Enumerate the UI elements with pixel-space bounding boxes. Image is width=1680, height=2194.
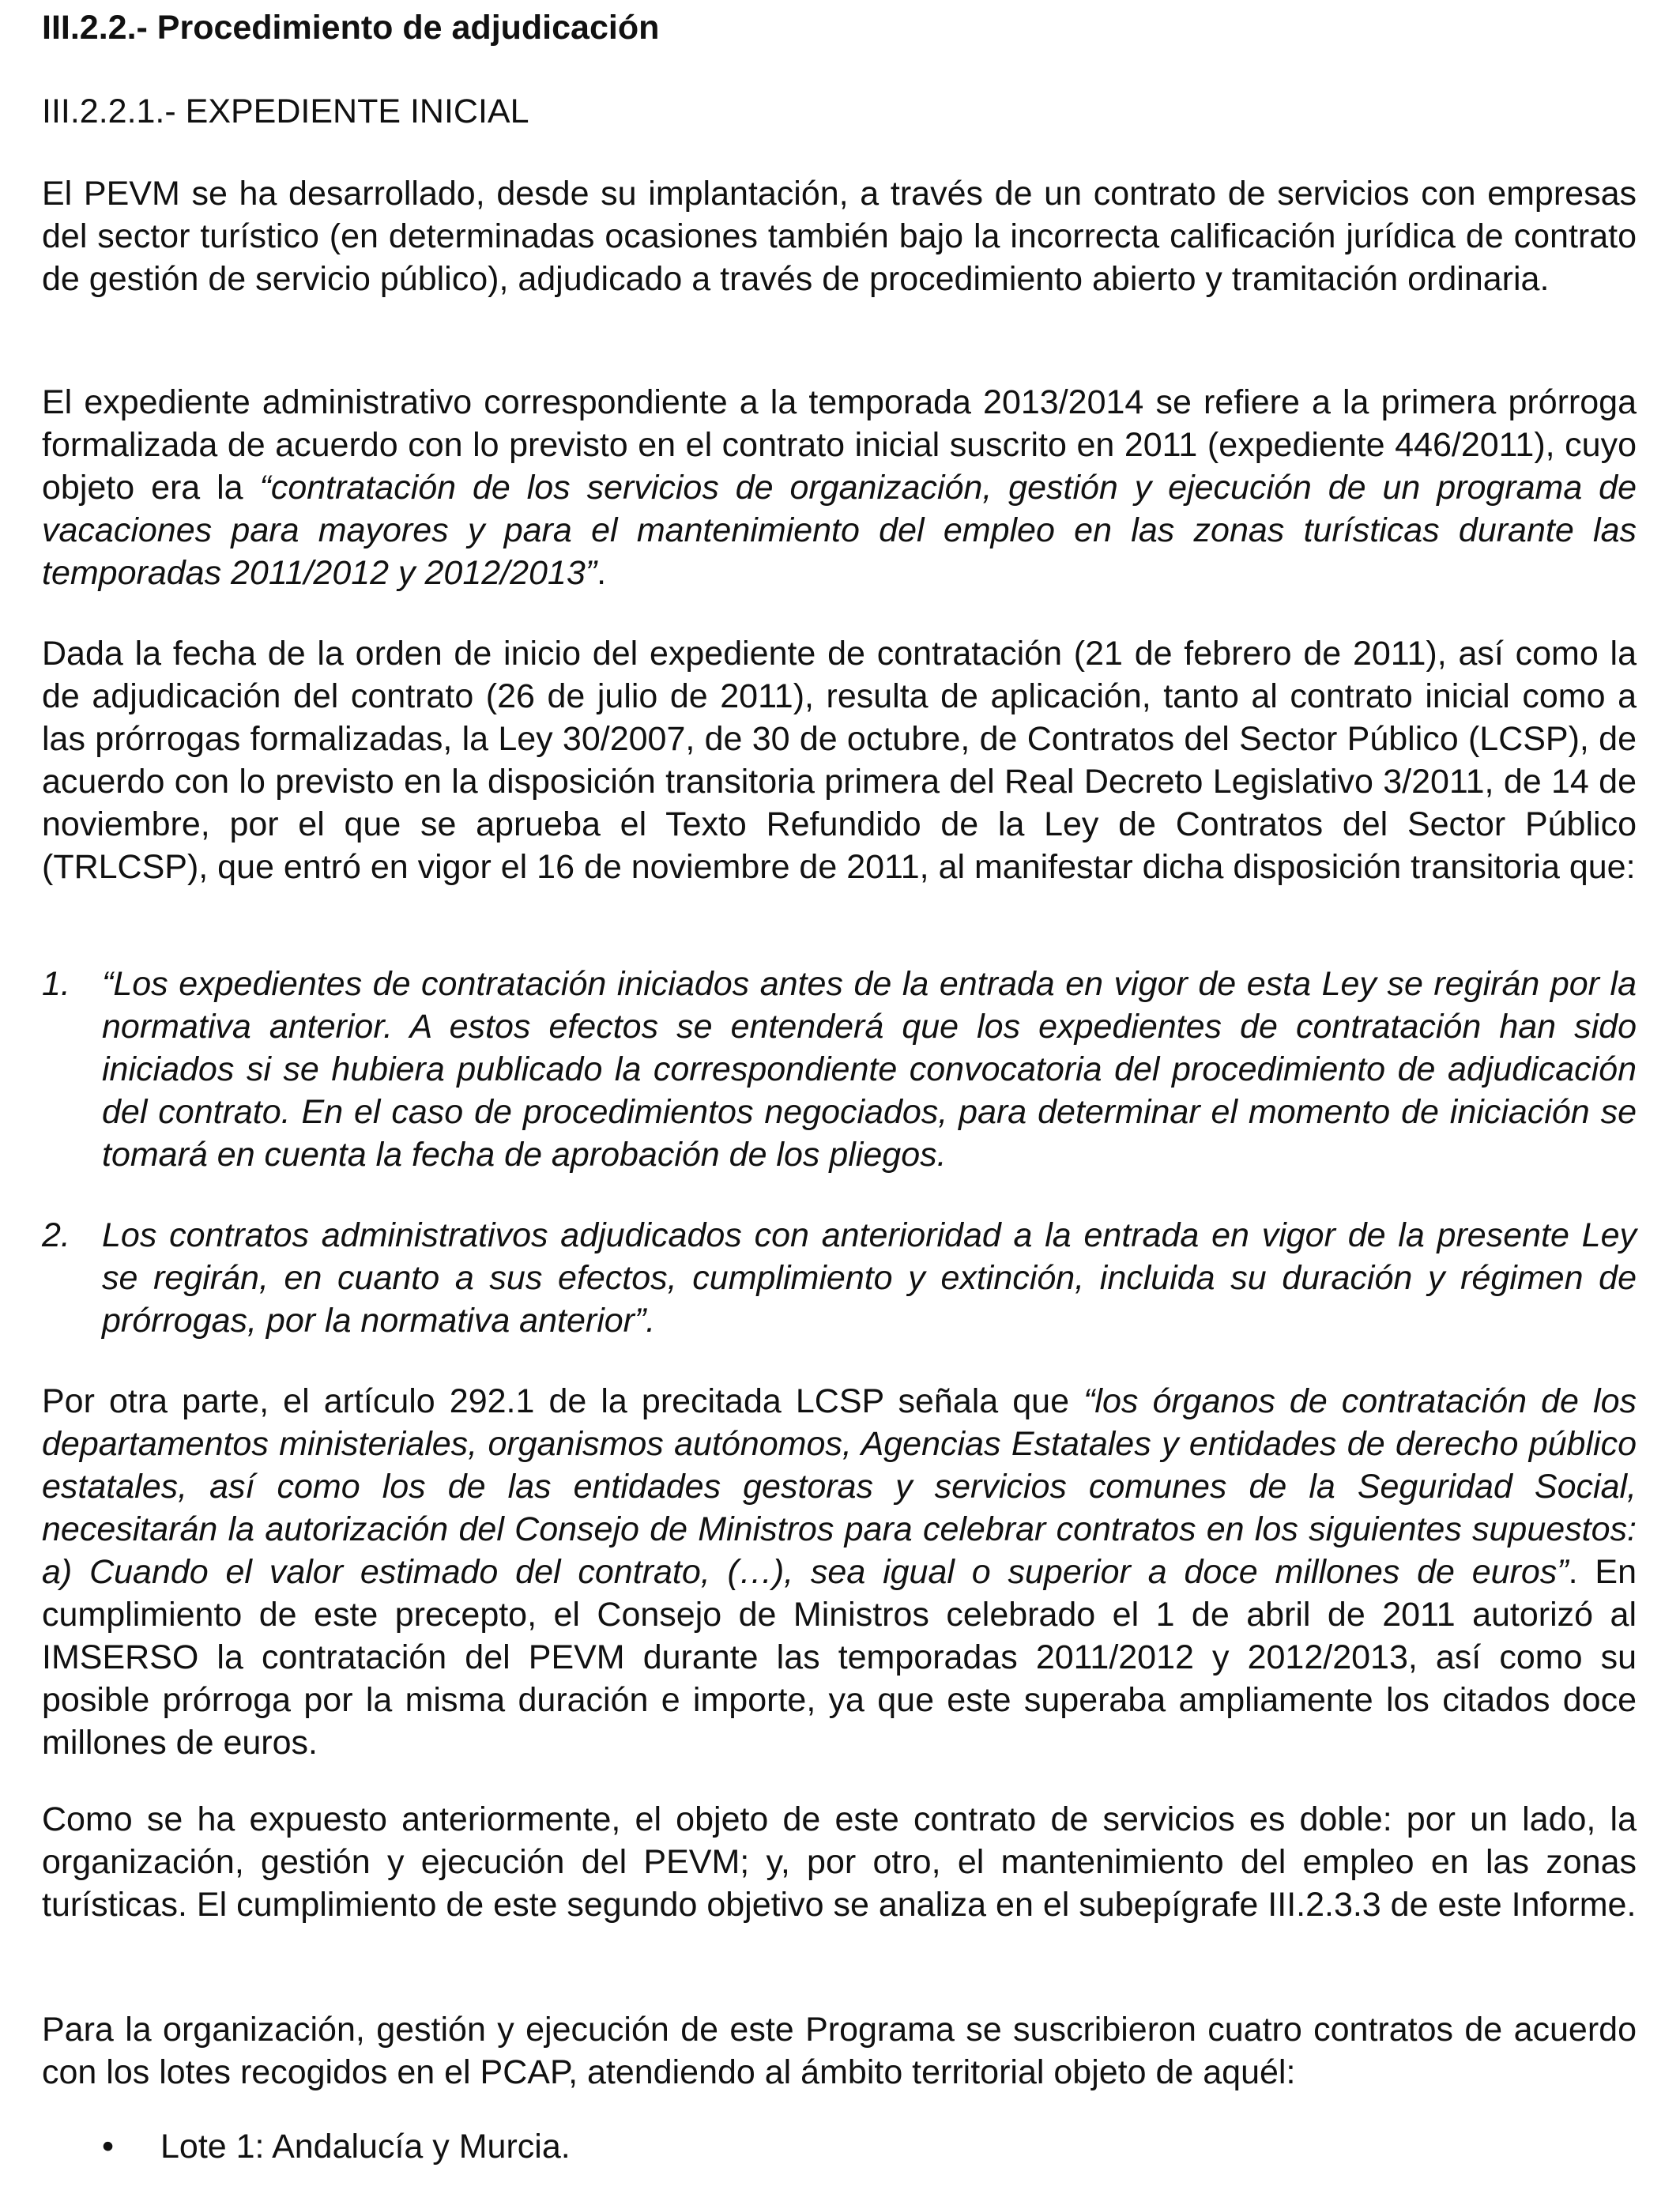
bullet-symbol: • — [102, 2128, 115, 2166]
paragraph-expediente — [42, 381, 1637, 594]
section-heading: III.2.2.- Procedimiento de adjudicación — [42, 9, 660, 47]
list-text: “Los expedientes de contratación iniciados antes de la entrada en vigor de esta Ley se regirán por la normativa anterior. A estos efectos se entenderá que los expedientes de contratación han sido iniciados si se hubiera publicado la correspondiente convocatoria del procedimiento de adjudicación del contrato. En el caso de procedimientos negociados, para determinar el momento de iniciación se tomará en cuenta la fecha de aprobación de los pliegos. — [102, 965, 1637, 1174]
paragraph-articulo-292 — [42, 1380, 1637, 1764]
bullet-text: Lote 1: Andalucía y Murcia. — [160, 2128, 571, 2166]
list-number: 1. — [42, 965, 70, 1003]
subsection-heading: III.2.2.1.- EXPEDIENTE INICIAL — [42, 92, 529, 130]
list-text: Los contratos administrativos adjudicados con anterioridad a la entrada en vigor de la presente Ley se regirán, en cuanto a sus efectos, cumplimiento y extinción, incluida su duración y régimen de prórrogas, por la normativa anterior”. — [102, 1216, 1637, 1340]
paragraph-lotes: Para la organización, gestión y ejecución de este Programa se suscribieron cuatro contratos de acuerdo con los lotes recogidos en el PCAP, atendiendo al ámbito territorial objeto de aquél: — [42, 2011, 1637, 2091]
paragraph-articulo-quote: “los órganos de contratación de los departamentos ministeriales, organismos autónomos, Agencias Estatales y entidades de derecho público estatales, así como los de las entidades gestoras y servicios comunes de la Seguridad Social, necesitarán la autorización del Consejo de Ministros para celebrar contratos en los siguientes supuestos: a) Cuando el valor estimado del contrato, (…), sea igual o superior a doce millones de euros” — [42, 1382, 1637, 1591]
paragraph-normativa: Dada la fecha de la orden de inicio del expediente de contratación (21 de febrero de 2011), así como la de adjudicación del contrato (26 de julio de 2011), resulta de aplicación, tanto al contrato inicial como a las prórrogas formalizadas, la Ley 30/2007, de 30 de octubre, de Contratos del Sector Público (LCSP), de acuerdo con lo previsto en la disposición transitoria primera del Real Decreto Legislativo 3/2011, de 14 de noviembre, por el que se aprueba el Texto Refundido de la Ley de Contratos del Sector Público (TRLCSP), que entró en vigor el 16 de noviembre de 2011, al manifestar dicha disposición transitoria que: — [42, 635, 1637, 886]
paragraph-objeto-contrato: Como se ha expuesto anteriormente, el objeto de este contrato de servicios es doble: por un lado, la organización, gestión y ejecución del PEVM; y, por otro, el mantenimiento del empleo en las zonas turísticas. El cumplimiento de este segundo objetivo se analiza en el subepígrafe III.2.3.3 de este Informe. — [42, 1800, 1637, 1924]
paragraph-articulo-text: Por otra parte, el artículo 292.1 de la precitada LCSP señala que — [42, 1382, 1084, 1420]
paragraph-expediente-quote: “contratación de los servicios de organización, gestión y ejecución de un programa de vacaciones para mayores y para el mantenimiento del empleo en las zonas turísticas durante las temporadas 2011/2012 y 2012/2013” — [42, 469, 1637, 592]
paragraph-expediente-end: . — [597, 554, 607, 592]
paragraph-expediente-text: El expediente administrativo correspondiente a la temporada 2013/2014 se refiere a la primera prórroga formalizada de acuerdo con lo previsto en el contrato inicial suscrito en 2011 (expediente 446/2011), cuyo objeto era la — [42, 383, 1637, 507]
paragraph-articulo-end: . En cumplimiento de este precepto, el Consejo de Ministros celebrado el 1 de abril de 2011 autorizó al IMSERSO la contratación del PEVM durante las temporadas 2011/2012 y 2012/2013, así como su posible prórroga por la misma duración e importe, ya que este superaba ampliamente los citados doce millones de euros. — [42, 1553, 1637, 1762]
list-number: 2. — [42, 1216, 70, 1254]
paragraph-pevm-intro: El PEVM se ha desarrollado, desde su implantación, a través de un contrato de servicios con empresas del sector turístico (en determinadas ocasiones también bajo la incorrecta calificación jurídica de contrato de gestión de servicio público), adjudicado a través de procedimiento abierto y tramitación ordinaria. — [42, 175, 1637, 298]
